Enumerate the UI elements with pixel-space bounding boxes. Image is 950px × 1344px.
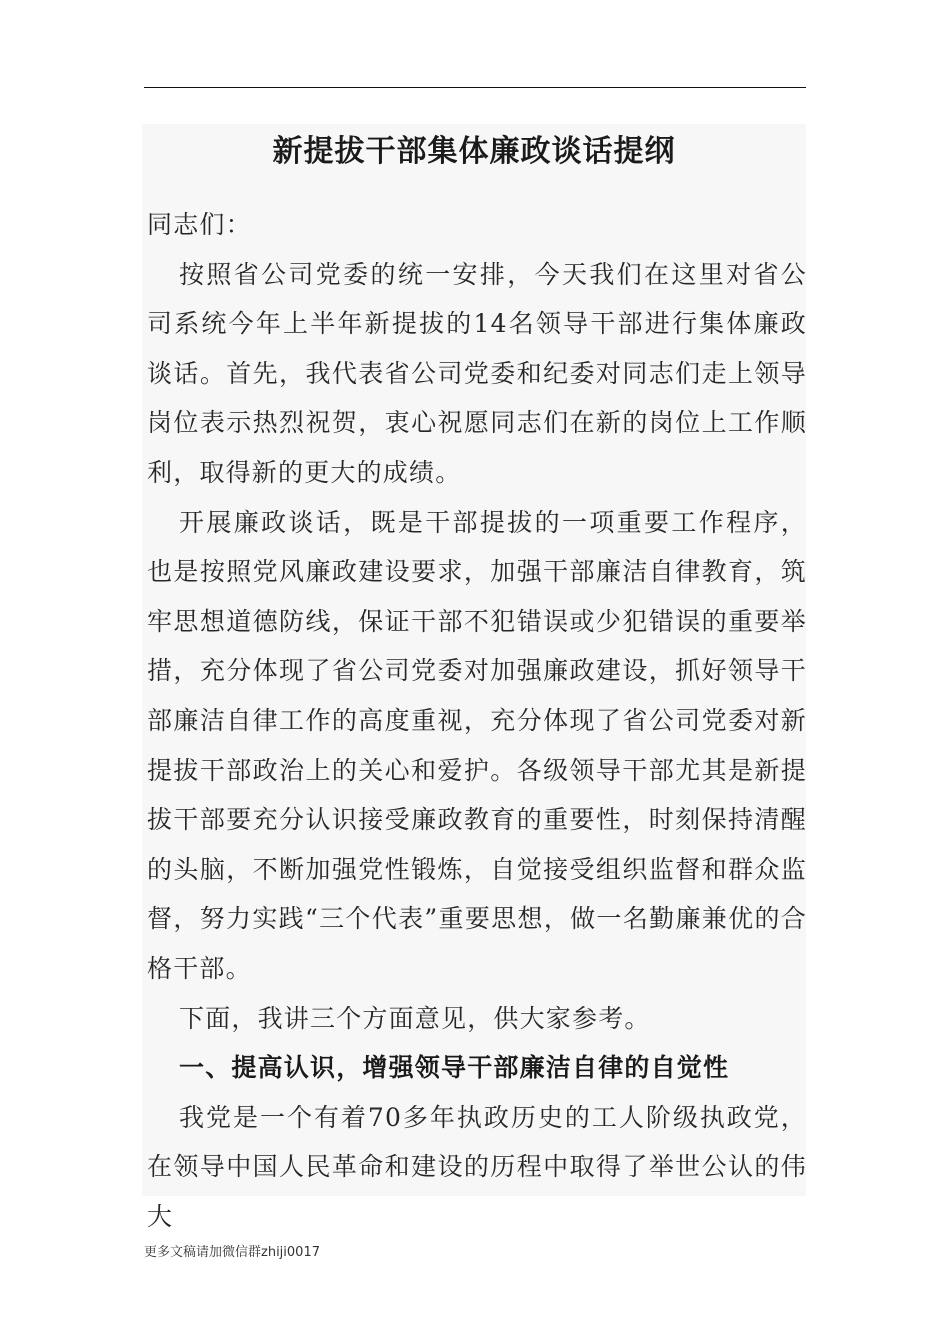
header-rule xyxy=(144,87,806,88)
document-title: 新提拔干部集体廉政谈话提纲 xyxy=(272,134,676,169)
salutation: 同志们： xyxy=(147,210,252,239)
paragraph-3: 下面，我讲三个方面意见，供大家参考。 xyxy=(179,1003,651,1033)
document-body xyxy=(147,200,807,1241)
footer-note: 更多文稿请加微信群zhiji0017 xyxy=(144,1245,320,1260)
section-1-paragraph: 我党是一个有着70多年执政历史的工人阶级执政党，在领导中国人民革命和建设的历程中取得了举世公认的伟大 xyxy=(147,1102,807,1231)
section-heading-1: 一、提高认识，增强领导干部廉洁自律的自觉性 xyxy=(179,1053,730,1083)
paragraph-2: 开展廉政谈话，既是干部提拔的一项重要工作程序，也是按照党风廉政建设要求，加强干部廉洁自律教育，筑牢思想道德防线，保证干部不犯错误或少犯错误的重要举措，充分体现了省公司党委对加强廉政建设，抓好领导干部廉洁自律工作的高度重视，充分体现了省公司党委对新提拔干部政治上的关心和爱护。各级领导干部尤其是新提拔干部要充分认识接受廉政教育的重要性，时刻保持清醒的头脑，不断加强党性锻炼，自觉接受组织监督和群众监督，努力实践“三个代表”重要思想，做一名勤廉兼优的合格干部。 xyxy=(147,507,807,983)
paragraph-1: 按照省公司党委的统一安排，今天我们在这里对省公司系统今年上半年新提拔的14名领导干部进行集体廉政谈话。首先，我代表省公司党委和纪委对同志们走上领导岗位表示热烈祝贺，衷心祝愿同志们在新的岗位上工作顺利，取得新的更大的成绩。 xyxy=(147,259,807,487)
